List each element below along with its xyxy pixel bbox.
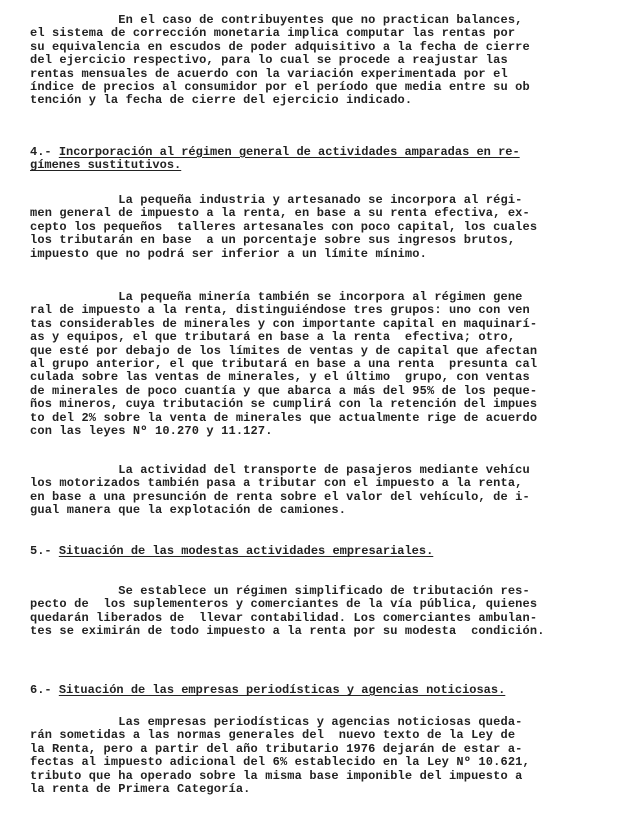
text-line: cepto los pequeños talleres artesanales con poco capital, los cuales [30,219,538,234]
text-line: gual manera que la explotación de camiones. [30,503,347,518]
text-line: quedarán liberados de llevar contabilidad. Los comerciantes ambulan- [30,610,538,625]
text-line: Las empresas periodísticas y agencias noticiosas queda- [30,715,523,729]
text-line: as y equipos, el que tributará en base a la renta efectiva; otro, [30,330,516,345]
text-line: al grupo anterior, el que tributará en base a una renta presunta cal [30,357,538,372]
section-title-line: Situación de las empresas periodísticas y agencias noticiosas. [58,683,506,697]
text-line: los tributarán en base a un porcentaje sobre sus ingresos brutos, [30,233,516,248]
text-line: pecto de los suplementeros y comerciantes de la vía pública, quienes [30,597,538,612]
text-line: con las leyes Nº 10.270 y 11.127. [30,424,273,439]
text-line: ños mineros, cuya tributación se cumplirá con la retención del impues [30,397,538,412]
text-line: índice de precios al consumidor por el período que media entre su ob [30,80,530,95]
paragraph-monetary-correction [30,14,602,108]
text-line: men general de impuesto a la renta, en base a su renta efectiva, ex- [30,206,530,221]
text-line: la Renta, pero a partir del año tributario 1976 dejarán de estar a- [30,741,523,756]
text-line: su equivalencia en escudos de poder adquisitivo a la fecha de cierre [30,39,530,54]
text-line: el sistema de corrección monetaria implica computar las rentas por [30,26,516,41]
text-line: to del 2% sobre la venta de minerales que actualmente rige de acuerdo [30,410,538,425]
paragraph-small-mining [30,291,602,438]
text-line: Se establece un régimen simplificado de tributación res- [30,584,530,598]
text-line: culada sobre las ventas de minerales, y el último grupo, con ventas [30,370,530,385]
paragraph-modest-activities [30,585,602,639]
text-line: tención y la fecha de cierre del ejercicio indicado. [30,93,413,108]
paragraph-press-companies [30,716,602,796]
text-line: los motorizados también pasa a tributar con el impuesto a la renta, [30,476,523,491]
text-line: que esté por debajo de los límites de ventas y de capital que afectan [30,343,538,358]
text-line: tes se eximirán de todo impuesto a la renta por su modesta condición. [30,624,545,639]
section-heading-6 [30,684,602,697]
section-number: 6.- [30,683,52,697]
text-line: impuesto que no podrá ser inferior a un límite mínimo. [30,246,427,261]
section-title-line: gímenes sustitutivos. [30,158,182,173]
text-line: La pequeña minería también se incorpora al régimen gene [30,290,523,304]
text-line: tas considerables de minerales y con importante capital en maquinarí- [30,316,538,331]
text-line: rán sometidas a las normas generales del nuevo texto de la Ley de [30,728,516,743]
text-line: del ejercicio respectivo, para lo cual se procede a reajustar las [30,53,508,68]
text-line: rentas mensuales de acuerdo con la variación experimentada por el [30,66,508,81]
section-number: 4.- [30,145,52,159]
section-heading-4 [30,146,602,173]
text-line: La actividad del transporte de pasajeros mediante vehícu [30,463,530,477]
section-title-line: Situación de las modestas actividades empresariales. [58,544,434,558]
section-title-line: Incorporación al régimen general de actividades amparadas en re- [58,145,520,159]
text-line: En el caso de contribuyentes que no practican balances, [30,13,523,27]
text-line: la renta de Primera Categoría. [30,782,251,797]
paragraph-passenger-transport [30,464,602,518]
section-number: 5.- [30,544,52,558]
text-line: tributo que ha operado sobre la misma base imponible del impuesto a [30,768,523,783]
text-line: ral de impuesto a la renta, distinguiéndose tres grupos: uno con ven [30,303,530,318]
paragraph-small-industry [30,194,602,261]
text-line: fectas al impuesto adicional del 6% establecido en la Ley Nº 10.621, [30,755,530,770]
text-line: de minerales de poco cuantía y que abarca a más del 95% de los peque- [30,383,538,398]
section-heading-5 [30,545,602,558]
text-line: en base a una presunción de renta sobre el valor del vehículo, de i- [30,489,530,504]
text-line: La pequeña industria y artesanado se incorpora al régi- [30,193,523,207]
